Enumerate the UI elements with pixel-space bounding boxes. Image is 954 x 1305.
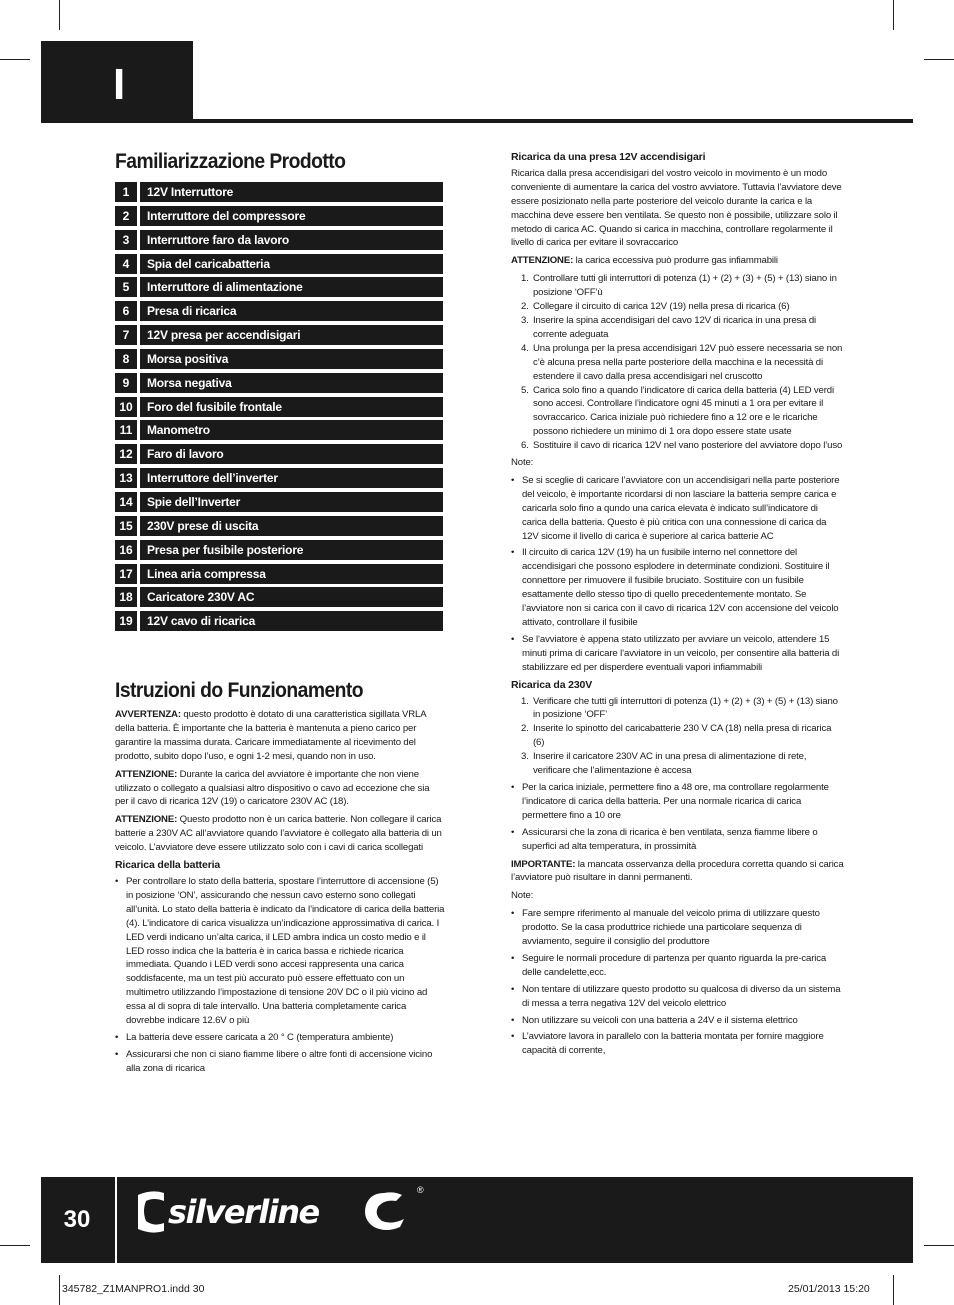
part-name: Interruttore di alimentazione [140,277,443,297]
parts-list-row [115,444,443,464]
step-number: 4. [521,342,529,354]
registered-mark: ® [417,1185,424,1195]
numbered-step [511,272,844,300]
mains-charging-steps [511,695,844,778]
mains-charging-heading: Ricarica da 230V [511,678,593,691]
crop-mark [924,59,954,60]
part-number: 2 [115,206,137,226]
step-text: Verificare che tutti gli interruttori di potenza (1) + (2) + (3) + (5) + (13) siano in posizione ‘OFF’ [533,695,838,721]
list-item: • Non tentare di utilizzare questo prodotto su qualcosa di diverso da un sistema di messa a terra negativa 12V del veicolo elettrico [511,983,844,1011]
warning-paragraph [115,708,445,764]
silverline-logo [134,1187,434,1237]
warning-text: questo prodotto è dotato di una caratteristica sigillata VRLA della batteria. È importante che la batteria è mantenuta a pieno carico per garantire la massima durata. Caricare immediatamente al ricevimento del prodotto, subito dopo l’uso, e ogni 1-2 mesi, quando non in uso. [115,709,426,762]
date-slug: 25/01/2013 15:20 [788,1283,870,1295]
part-name: 12V cavo di ricarica [140,611,443,631]
parts-list-row [115,182,443,202]
crop-mark [59,1275,60,1305]
step-number: 2. [521,723,529,735]
list-item: • L’avviatore lavora in parallelo con la batteria montata per fornire maggiore capacità di corrente, [511,1030,844,1058]
part-number: 11 [115,420,137,440]
step-number: 5. [521,384,529,396]
part-name: Linea aria compressa [140,564,443,584]
note-label: Note: [511,890,534,902]
parts-list-row [115,206,443,226]
important-paragraph [511,858,844,886]
language-tab [41,41,193,123]
section-title-product-familiarization: Familiarizzazione Prodotto [115,150,346,173]
part-name: Spie dell’Inverter [140,492,443,512]
caution-label: ATTENZIONE: [115,768,178,780]
part-number: 13 [115,468,137,488]
footer-divider [115,1177,117,1263]
numbered-step [511,384,844,440]
crop-mark [59,0,60,30]
crop-mark [893,1275,894,1305]
list-item: • Assicurarsi che non ci siano fiamme libere o altre fonti di accensione vicino alla zona di ricarica [115,1048,445,1076]
part-number: 10 [115,397,137,417]
cigarette-charging-heading: Ricarica da una presa 12V accendisigari [511,151,706,163]
part-number: 17 [115,564,137,584]
part-number: 19 [115,611,137,631]
step-number: 3. [521,751,529,763]
list-item: • Fare sempre riferimento al manuale del veicolo prima di utilizzare questo prodotto. Se la casa produttrice richiede una particolare sequenza di avviamento, seguire il consiglio del produttore [511,907,844,949]
list-item: • Per controllare lo stato della batteria, spostare l’interruttore di accensione (5) in posizione ‘ON’, assicurando che nessun cavo esterno sono collegati all’unità. Lo stato della batteria è indicato da l’indicatore di carica della batteria (4). L’indicatore di carica visualizza un’indicazione approssimativa di carica. I LED verdi indicano un’alta carica, il LED ambra indica un costo medio e il LED rosso indica che la batteria è in carica bassa e richiede ricarica immediata. Quando i LED verdi sono accesi rappresenta una carica soddisfacente, ma un test più accurato può essere effettuato con un multimetro utilizzando l’impostazione di tensione 20V DC o il più vicino ad essa al di sopra di tale intervallo. Una batteria completamente carica dovrebbe indicare 12.6V o più [115,875,445,1028]
part-number: 4 [115,254,137,274]
parts-list-row [115,611,443,631]
caution-label: ATTENZIONE: [115,814,178,826]
part-number: 6 [115,301,137,321]
parts-list-row [115,420,443,440]
page-number: 30 [63,1206,91,1233]
part-name: Caricatore 230V AC [140,587,443,607]
parts-list-row [115,301,443,321]
part-number: 5 [115,277,137,297]
part-name: Morsa negativa [140,373,443,393]
parts-list-row [115,373,443,393]
part-name: Foro del fusibile frontale [140,397,443,417]
cigarette-charging-steps [511,272,844,453]
caution-label: ATTENZIONE: [511,255,574,267]
part-number: 8 [115,349,137,369]
part-number: 16 [115,540,137,560]
part-name: Morsa positiva [140,349,443,369]
part-name: Presa per fusibile posteriore [140,540,443,560]
section-title-operating-instructions: Istruzioni do Funzionamento [115,679,364,702]
parts-list-row [115,516,443,536]
right-column-text [511,151,844,1062]
part-number: 15 [115,516,137,536]
step-text: Carica solo fino a quando l’indicatore di carica della batteria (4) LED verdi sono accesi. Controllare l’indicatore ogni 45 minuti a 1 ora per evitare il sovraccarico. Carica iniziale può richiedere fino a 12 ore e le ricariche possono richiedere un minimo di 1 ora dopo essere state usate [533,384,834,438]
numbered-step [511,695,844,723]
step-text: Inserire il caricatore 230V AC in una presa di alimentazione di rete, verificare che l’alimentazione è accesa [533,751,807,777]
cigarette-charging-intro: Ricarica dalla presa accendisigari del vostro veicolo in movimento è un modo conveniente di aumentare la carica del vostro avviatore. Tuttavia l’avviatore deve essere posizionato nella parte posteriore del veicolo durante la carica e la macchina deve essere ben ventilata. Se questo non è possibile, utilizzare solo il metodo di carica AC. Quando si carica in macchina, controllare regolarmente il livello di carica per evitare il sovraccarico [511,167,842,249]
part-name: 230V prese di uscita [140,516,443,536]
parts-list-row [115,230,443,250]
important-text: la mancata osservanza della procedura corretta quando si carica l’avviatore può risultare in danni permanenti. [511,858,844,884]
parts-list-row [115,277,443,297]
step-number: 3. [521,314,529,326]
cigarette-charging-notes [511,474,844,675]
caution-paragraph [511,254,844,268]
logo-wordmark: silverline [168,1193,319,1231]
parts-list-row [115,540,443,560]
caution-paragraph-2 [115,813,445,855]
caution-text: la carica eccessiva può produrre gas infiammabili [573,255,778,267]
crop-mark [0,1245,30,1246]
parts-list-row [115,325,443,345]
language-tab-label: I [113,60,126,109]
step-text: Una prolunga per la presa accendisigari 12V può essere necessaria se non c’è alcuna presa nella parte posteriore della macchina e la necessità di estendere il cavo dalla presa accendisigari nel cruscotto [533,342,843,382]
battery-charging-list [115,875,445,1076]
numbered-step [511,342,844,384]
crop-mark [0,59,30,60]
step-number: 2. [521,301,529,313]
list-item: • Non utilizzare su veicoli con una batteria a 24V e il sistema elettrico [511,1014,844,1028]
parts-list-row [115,492,443,512]
header-rule [41,119,913,123]
part-number: 18 [115,587,137,607]
parts-list-row [115,587,443,607]
step-text: Inserite lo spinotto del caricabatterie 230 V CA (18) nella presa di ricarica (6) [533,723,832,749]
important-label: IMPORTANTE: [511,858,576,870]
file-slug: 345782_Z1MANPRO1.indd 30 [62,1283,205,1295]
part-number: 14 [115,492,137,512]
part-name: Interruttore dell’inverter [140,468,443,488]
list-item: • Seguire le normali procedure di partenza per quanto riguarda la pre-carica delle candelette,ecc. [511,952,844,980]
step-text: Sostituire il cavo di ricarica 12V nel vano posteriore del avviatore dopo l’uso [533,440,843,452]
list-item: • Per la carica iniziale, permettere fino a 48 ore, ma controllare regolarmente l’indicatore di carica della batteria. Per una normale ricarica di carica permettere fino a 10 ore [511,781,844,823]
caution-paragraph-1 [115,768,445,810]
list-item: • Il circuito di carica 12V (19) ha un fusibile interno nel connettore del accendisigari che possono esplodere in determinate condizioni. Sostituire il connettore per rimuovere il fusibile bruciato. Sostituire con un fusibile esattamente dello stesso tipo di quello precedentemente montato. Se l’avviatore non si carica con il cavo di ricarica 12V con accensione del veicolo attivato, controllare il fusibile [511,546,844,629]
battery-charging-heading: Ricarica della batteria [115,859,221,872]
part-name: Interruttore faro da lavoro [140,230,443,250]
left-column-text [115,708,445,1080]
numbered-step [511,750,844,778]
caution-text: Durante la carica del avviatore è importante che non viene utilizzato o collegato a qualsiasi altro dispositivo o cavo ad eccezione che sia per il cavo di ricarica 12V (19) o caricatore 230V AC (18). [115,768,430,808]
step-number: 1. [521,273,529,285]
crop-mark [893,0,894,30]
list-item: • Assicurarsi che la zona di ricarica è ben ventilata, senza fiamme libere o superfici ad alta temperatura, in prossimità [511,826,844,854]
general-notes [511,907,844,1058]
parts-list-row [115,349,443,369]
step-number: 1. [521,695,529,707]
mains-charging-bullets [511,781,844,854]
footer-bar [41,1177,913,1263]
caution-text: Questo prodotto non è un carica batterie. Non collegare il carica batterie a 230V AC all’avviatore quando l’avviatore è collegato alla batteria di un veicolo. L’avviatore deve essere utilizzato solo con i cavi di carica scollegati [115,814,442,854]
list-item: • Se si sceglie di caricare l’avviatore con un accendisigari nella parte posteriore del veicolo, è importante ricordarsi di non lasciare la batteria sempre carica e caricarla solo fino a qundo una carica elevata è indicato sull’indicatore di carica della batteria. Questo è più critica con una connessione di carica da 12V sicome il livello di carica è superiore al carica batterie AC [511,474,844,544]
parts-list-row [115,564,443,584]
numbered-step [511,300,844,314]
part-name: 12V presa per accendisigari [140,325,443,345]
part-number: 12 [115,444,137,464]
numbered-step [511,439,844,453]
part-number: 1 [115,182,137,202]
part-name: Manometro [140,420,443,440]
crop-mark [924,1245,954,1246]
part-name: Interruttore del compressore [140,206,443,226]
part-number: 9 [115,373,137,393]
step-text: Collegare il circuito di carica 12V (19) nella presa di ricarica (6) [533,301,790,313]
parts-list [115,182,443,635]
list-item: • La batteria deve essere caricata a 20 ° C (temperatura ambiente) [115,1031,445,1045]
parts-list-row [115,397,443,417]
part-name: Presa di ricarica [140,301,443,321]
part-number: 7 [115,325,137,345]
note-label: Note: [511,457,534,469]
numbered-step [511,722,844,750]
part-number: 3 [115,230,137,250]
step-text: Controllare tutti gli interruttori di potenza (1) + (2) + (3) + (5) + (13) siano in posizione ‘OFF’ù [533,273,837,299]
part-name: 12V Interruttore [140,182,443,202]
step-text: Inserire la spina accendisigari del cavo 12V di ricarica in una presa di corrente adeguata [533,314,817,340]
step-number: 6. [521,440,529,452]
numbered-step [511,314,844,342]
part-name: Spia del caricabatteria [140,254,443,274]
parts-list-row [115,468,443,488]
parts-list-row [115,254,443,274]
warning-label: AVVERTENZA: [115,709,181,720]
part-name: Faro di lavoro [140,444,443,464]
list-item: • Se l’avviatore è appena stato utilizzato per avviare un veicolo, attendere 15 minuti prima di caricare l’avviatore in un veicolo, per consentire alla batteria di stabilizzare ed per disperdere eventuali vapori infiammabili [511,633,844,675]
